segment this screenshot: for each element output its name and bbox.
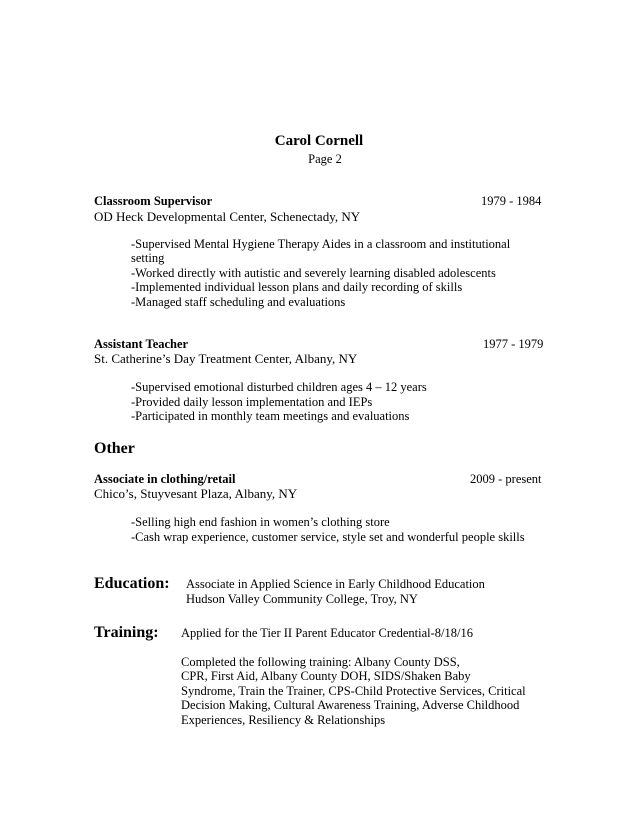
job-bullet: -Provided daily lesson implementation and IEPs (131, 395, 373, 409)
education-line: Associate in Applied Science in Early Childhood Education (186, 577, 485, 591)
training-line: Decision Making, Cultural Awareness Training, Adverse Childhood (181, 698, 520, 712)
training-line: Experiences, Resiliency & Relationships (181, 713, 386, 727)
job-bullet: -Supervised Mental Hygiene Therapy Aides in a classroom and institutional (131, 237, 511, 251)
job-bullet: -Managed staff scheduling and evaluations (131, 295, 346, 309)
job-organization: St. Catherine’s Day Treatment Center, Albany, NY (94, 351, 358, 366)
job-organization: OD Heck Developmental Center, Schenectady, NY (94, 209, 361, 224)
training-line: Syndrome, Train the Trainer, CPS-Child Protective Services, Critical (181, 684, 526, 698)
job-bullet: setting (131, 251, 165, 265)
section-heading-education: Education: (94, 575, 170, 592)
section-heading-training: Training: (94, 624, 159, 641)
job-bullet: -Implemented individual lesson plans and daily recording of skills (131, 280, 463, 294)
job-title: Associate in clothing/retail (94, 472, 236, 486)
education-line: Hudson Valley Community College, Troy, NY (186, 592, 418, 606)
resume-name: Carol Cornell (274, 133, 364, 149)
job-years: 1979 - 1984 (481, 194, 542, 208)
training-line: Completed the following training: Albany County DSS, (181, 655, 460, 669)
job-years: 2009 - present (470, 472, 542, 486)
job-title: Assistant Teacher (94, 337, 189, 351)
job-bullet: -Participated in monthly team meetings and evaluations (131, 409, 410, 423)
page-number: Page 2 (308, 152, 342, 166)
training-line: CPR, First Aid, Albany County DOH, SIDS/Shaken Baby (181, 669, 471, 683)
training-credential: Applied for the Tier II Parent Educator Credential-8/18/16 (181, 626, 473, 640)
job-bullet: -Worked directly with autistic and severely learning disabled adolescents (131, 266, 496, 280)
job-bullet: -Selling high end fashion in women’s clothing store (131, 515, 390, 529)
job-bullet: -Supervised emotional disturbed children ages 4 – 12 years (131, 380, 427, 394)
job-title: Classroom Supervisor (94, 194, 213, 208)
section-heading-other: Other (94, 440, 135, 457)
job-years: 1977 - 1979 (483, 337, 544, 351)
job-organization: Chico’s, Stuyvesant Plaza, Albany, NY (94, 486, 298, 501)
job-bullet: -Cash wrap experience, customer service, style set and wonderful people skills (131, 530, 525, 544)
